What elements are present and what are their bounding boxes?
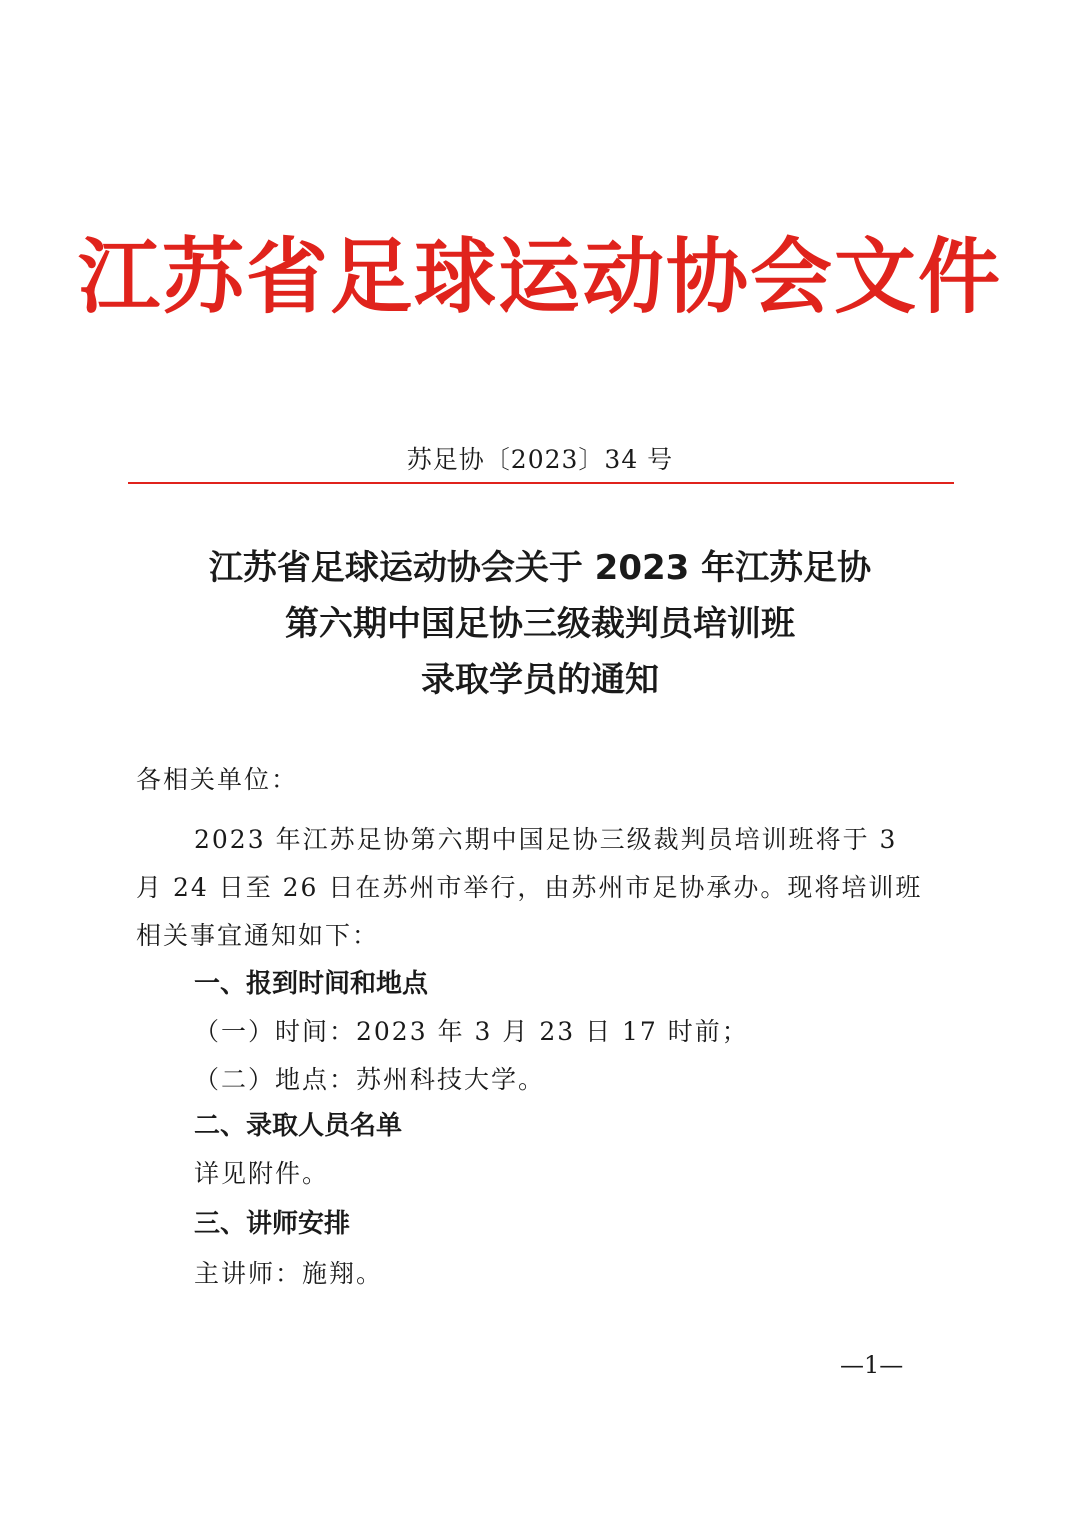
- section1-item-time: （一）时间：2023 年 3 月 23 日 17 时前；: [194, 1017, 749, 1046]
- page-number: —1—: [840, 1351, 904, 1379]
- title-line-3: 录取学员的通知: [421, 660, 659, 700]
- document-number: 苏足协〔2023〕34 号: [406, 445, 674, 474]
- intro-line-2: 月 24 日至 26 日在苏州市举行，由苏州市足协承办。现将培训班: [136, 873, 923, 902]
- section-heading-1: 一、报到时间和地点: [194, 969, 429, 999]
- section-heading-3: 三、讲师安排: [194, 1209, 351, 1239]
- section3-text: 主讲师：施翔。: [194, 1259, 384, 1288]
- section2-text: 详见附件。: [194, 1159, 330, 1188]
- salutation: 各相关单位：: [136, 765, 299, 794]
- intro-line-3: 相关事宜通知如下：: [136, 921, 380, 950]
- red-divider-line: [128, 482, 954, 484]
- section1-item-location: （二）地点：苏州科技大学。: [194, 1065, 546, 1094]
- intro-line-1: 2023 年江苏足协第六期中国足协三级裁判员培训班将于 3: [194, 825, 898, 854]
- title-line-1: 江苏省足球运动协会关于 2023 年江苏足协: [208, 548, 872, 588]
- masthead-title: 江苏省足球运动协会文件: [77, 230, 1002, 325]
- section-heading-2: 二、录取人员名单: [194, 1111, 403, 1141]
- notice-title: [0, 540, 1080, 708]
- title-line-2: 第六期中国足协三级裁判员培训班: [285, 604, 795, 644]
